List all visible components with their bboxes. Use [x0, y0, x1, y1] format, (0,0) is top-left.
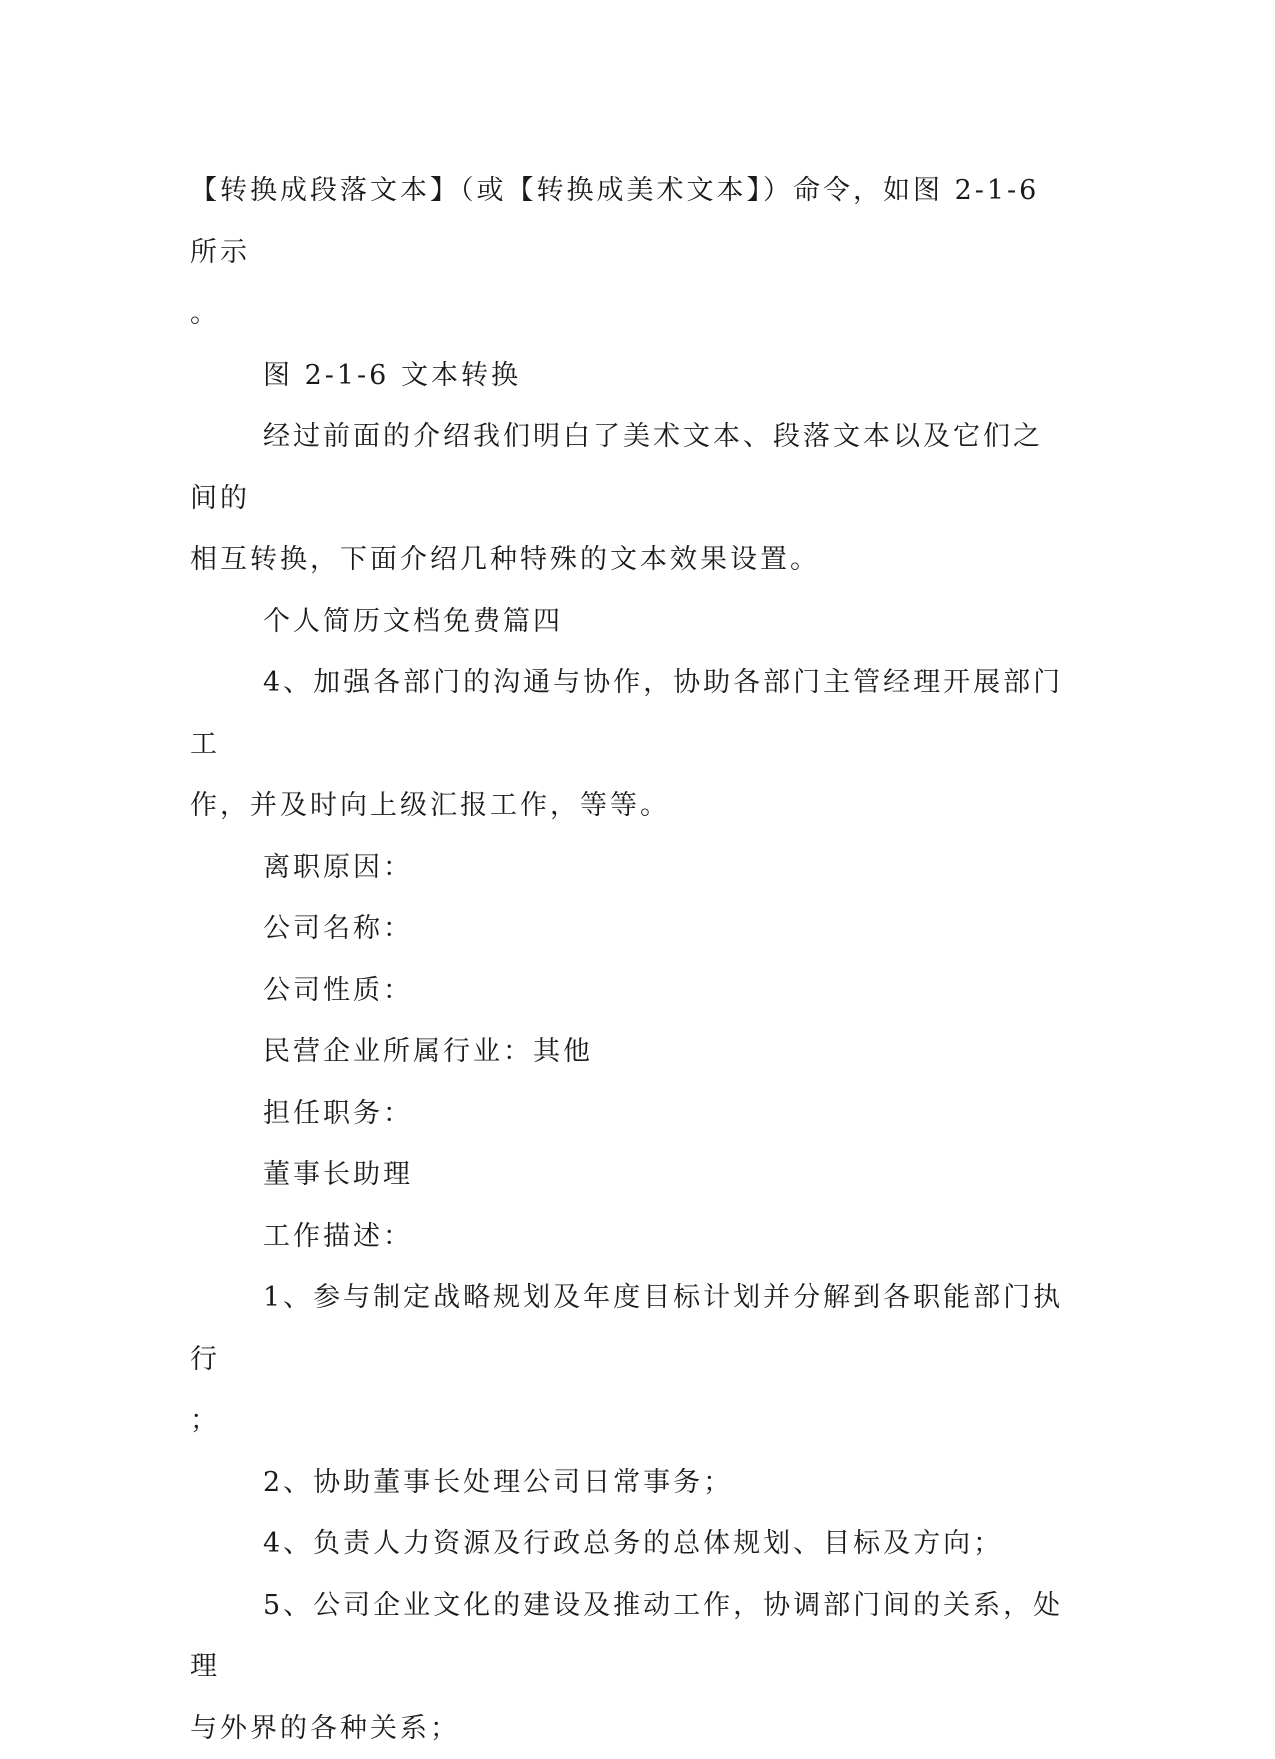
text-line: 与外界的各种关系；	[190, 1713, 460, 1744]
text-line: 1、参与制定战略规划及年度目标计划并分解到各职能部门执行	[190, 1282, 1063, 1375]
field-industry	[190, 1021, 1070, 1083]
paragraph-intro-effects	[190, 406, 1070, 591]
text-line: 公司性质：	[263, 975, 413, 1006]
text-line: 4、负责人力资源及行政总务的总体规划、目标及方向；	[263, 1528, 1003, 1559]
field-company-type	[190, 960, 1070, 1022]
duty-item-2	[190, 1452, 1070, 1514]
text-line: 离职原因：	[263, 852, 413, 883]
text-line: 。	[190, 298, 220, 329]
text-line: 经过前面的介绍我们明白了美术文本、段落文本以及它们之间的	[190, 421, 1043, 514]
text-line: 董事长助理	[263, 1159, 413, 1190]
text-line: 担任职务：	[263, 1098, 413, 1129]
field-job-description-label	[190, 1206, 1070, 1268]
paragraph-duty-communication	[190, 652, 1070, 837]
duty-item-1	[190, 1267, 1070, 1452]
document-body	[190, 160, 1070, 1759]
text-line: 【转换成段落文本】（或【转换成美术文本】）命令，如图 2-1-6 所示	[190, 175, 1051, 268]
text-line: 图 2-1-6 文本转换	[263, 360, 521, 391]
field-company-name	[190, 898, 1070, 960]
duty-item-4	[190, 1513, 1070, 1575]
text-line: ；	[190, 1405, 220, 1436]
text-line: 工作描述：	[263, 1221, 413, 1252]
field-position-label	[190, 1083, 1070, 1145]
text-line: 相互转换，下面介绍几种特殊的文本效果设置。	[190, 544, 820, 575]
text-line: 5、公司企业文化的建设及推动工作，协调部门间的关系，处理	[190, 1590, 1063, 1683]
figure-caption	[190, 345, 1070, 407]
section-heading	[190, 591, 1070, 653]
text-line: 公司名称：	[263, 913, 413, 944]
paragraph-text-conversion-command	[190, 160, 1070, 345]
text-line: 作，并及时向上级汇报工作，等等。	[190, 790, 670, 821]
text-line: 2、协助董事长处理公司日常事务；	[263, 1467, 733, 1498]
duty-item-5	[190, 1575, 1070, 1759]
text-line: 个人简历文档免费篇四	[263, 606, 563, 637]
field-position-value	[190, 1144, 1070, 1206]
text-line: 4、加强各部门的沟通与协作，协助各部门主管经理开展部门工	[190, 667, 1063, 760]
field-leave-reason	[190, 837, 1070, 899]
text-line: 民营企业所属行业：其他	[263, 1036, 593, 1067]
